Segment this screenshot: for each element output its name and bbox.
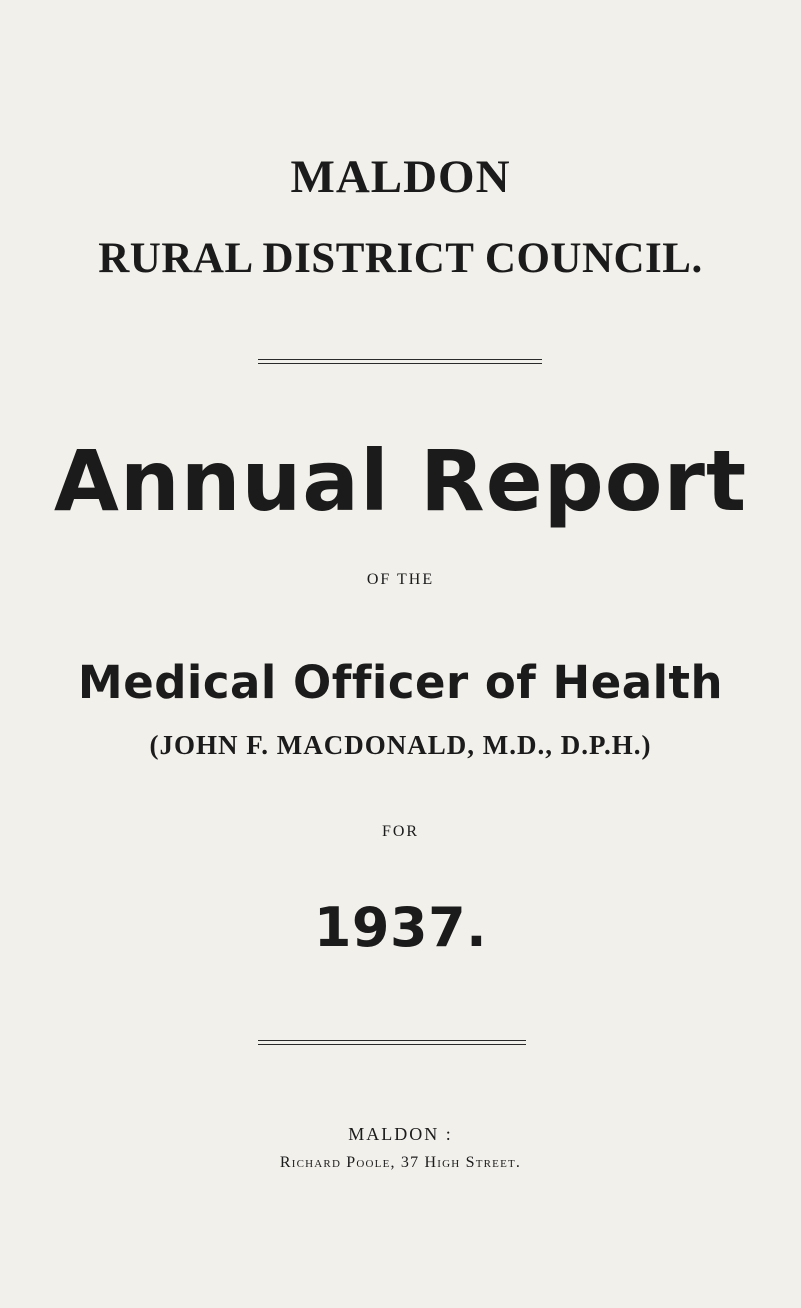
report-year: 1937. bbox=[313, 896, 488, 959]
office-title: Medical Officer of Health bbox=[77, 656, 724, 709]
of-the-label: OF THE bbox=[366, 571, 435, 588]
council-name-line-1: MALDON bbox=[290, 151, 511, 203]
council-name-line-2: RURAL DISTRICT COUNCIL. bbox=[98, 235, 703, 282]
for-label: FOR bbox=[381, 823, 420, 840]
double-rule-divider bbox=[0, 359, 801, 365]
imprint-place: MALDON : bbox=[348, 1124, 453, 1144]
report-title: Annual Report bbox=[53, 432, 748, 530]
double-rule-divider bbox=[0, 1040, 801, 1046]
author-name: (JOHN F. MACDONALD, M.D., D.P.H.) bbox=[149, 730, 652, 760]
imprint-printer: Richard Poole, 37 High Street. bbox=[279, 1154, 522, 1171]
